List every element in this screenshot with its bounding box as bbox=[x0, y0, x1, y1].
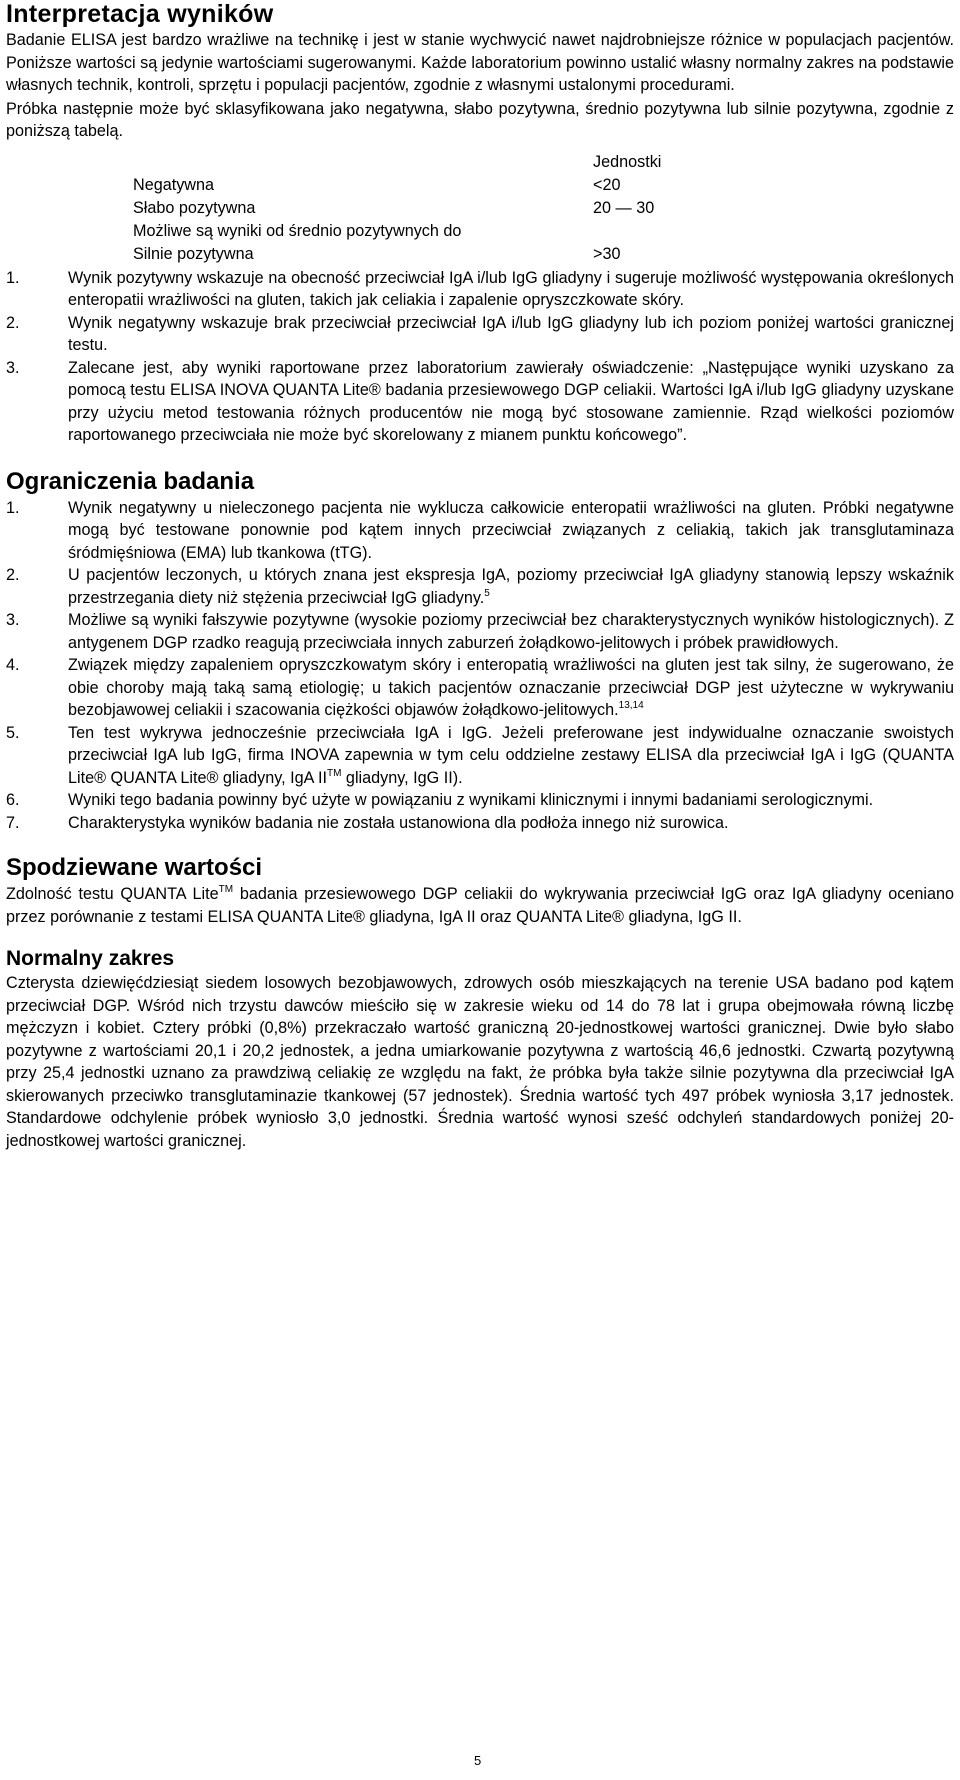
list-item-text: Wyniki tego badania powinny być użyte w powiązaniu z wynikami klinicznymi i innymi badaniami serologicznymi. bbox=[68, 791, 874, 809]
trademark-superscript: TM bbox=[218, 884, 234, 895]
list-item bbox=[6, 812, 954, 835]
list-item-text: Możliwe są wyniki fałszywie pozytywne (wysokie poziomy przeciwciał bez charakterystycznych wyników histologicznych). Z antygenem DGP rzadko reagują przeciwciała innych zaburzeń żołądkowo-jelitowych i próbek prawidłowych. bbox=[68, 611, 954, 652]
list-item-number: 4. bbox=[6, 656, 20, 674]
list-item-body bbox=[68, 564, 954, 609]
section-expected-values bbox=[6, 853, 954, 928]
list-item-body bbox=[68, 722, 954, 790]
list-item bbox=[6, 357, 954, 447]
interpretation-list bbox=[6, 267, 954, 447]
expected-text-a: Zdolność testu QUANTA Lite bbox=[6, 885, 219, 903]
list-item bbox=[6, 722, 954, 790]
list-item bbox=[6, 654, 954, 722]
list-item-number: 6. bbox=[6, 791, 20, 809]
table-row-label: Możliwe są wyniki od średnio pozytywnych do bbox=[133, 221, 462, 240]
list-item-text: Charakterystyka wyników badania nie została ustanowiona dla podłoża innego niż surowica. bbox=[68, 813, 729, 832]
list-item bbox=[6, 609, 954, 654]
expected-text-b: badania przesiewowego DGP celiakii do wykrywania przeciwciał IgG oraz IgA gliadyny oceniano przez porównanie z testami ELISA QUANTA Lite® gliadyna, IgA II oraz QUANTA Lite® gliadyna, IgG II. bbox=[6, 885, 954, 926]
section-interpretation bbox=[6, 0, 954, 447]
list-item-text: U pacjentów leczonych, u których znana jest ekspresja IgA, poziomy przeciwciał IgA gliadyny stanowią lepszy wskaźnik przestrzegania diety niż stężenia przeciwciał IgG gliadyny. bbox=[68, 566, 954, 607]
interpretation-classification: Próbka następnie może być sklasyfikowana jako negatywna, słabo pozytywna, średnio pozytywna lub silnie pozytywna, zgodnie z poniższą tabelą. bbox=[6, 99, 954, 140]
section-title-expected: Spodziewane wartości bbox=[6, 854, 263, 881]
list-item-number: 3. bbox=[6, 358, 20, 377]
list-item-text: Wynik negatywny wskazuje brak przeciwciał przeciwciał IgA i/lub IgG gliadyny lub ich poziom poniżej wartości granicznej testu. bbox=[68, 313, 954, 354]
page-content bbox=[6, 0, 954, 1152]
table-header-units: Jednostki bbox=[593, 152, 662, 171]
section-title-interpretation: Interpretacja wyników bbox=[6, 0, 274, 28]
list-item bbox=[6, 267, 954, 312]
classification-table bbox=[6, 151, 954, 267]
list-item-text: Ten test wykrywa jednocześnie przeciwciała IgA i IgG. Jeżeli preferowane jest indywidualne oznaczanie swoistych przeciwciał IgA lub IgG, firma INOVA zapewnia w tym celu oddzielne zestawy ELISA dla przeciwciał IgA i IgG (QUANTA Lite® QUANTA Lite® gliadyny, IgA II bbox=[68, 723, 954, 787]
expected-text bbox=[6, 883, 954, 928]
normal-text: Czterysta dziewięćdziesiąt siedem losowych bezobjawowych, zdrowych osób mieszkających na terenie USA badano pod kątem przeciwciał DGP. Wśród nich trzystu dawców mieściło się w zakresie wieku od 14 do 78 lat i grupa obejmowała równą liczbę mężczyzn i kobiet. Cztery próbki (0,8%) przekraczało wartość graniczną 20-jednostkowej wartości granicznej. Dwie było słabo pozytywne z wartościami 20,1 i 20,2 jednostek, a jedna umiarkowanie pozytywna z wartością 46,6 jednostki. Czwartą pozytywną przy 25,4 jednostki uznano za prawdziwą celiakię ze względu na fakt, że próbka była także silnie pozytywna dla przeciwciał IgA skierowanych przeciwko transglutaminazie tkankowej (57 jednostek). Średnia wartość tych 497 próbek wyniosła 3,17 jednostek. Standardowe odchylenie próbek wyniosło 3,0 jednostki. Średnia wartość wynosi sześć odchyleń standardowych poniżej 20-jednostkowej wartości granicznej. bbox=[6, 974, 954, 1150]
section-limitations bbox=[6, 467, 954, 835]
page-number: 5 bbox=[474, 1753, 482, 1768]
list-item bbox=[6, 497, 954, 565]
table-row-label: Silnie pozytywna bbox=[133, 244, 254, 263]
list-item-text: Zalecane jest, aby wyniki raportowane przez laboratorium zawierały oświadczenie: „Następujące wyniki uzyskano za pomocą testu ELISA INOVA QUANTA Lite® badania przesiewowego DGP celiakii. Wartości IgA i/lub IgG gliadyny uzyskane przy użyciu metod testowania różnych producentów nie mogą być stosowane zamiennie. Rząd wielkości poziomów raportowanego przeciwciała nie może być skorelowany z mianem punktu końcowego”. bbox=[68, 358, 954, 444]
list-item-text: Wynik negatywny u nieleczonego pacjenta nie wyklucza całkowicie enteropatii wrażliwości na gluten. Próbki negatywne mogą być testowane ponownie pod kątem innych przeciwciał związanych z celiakią, takich jak transglutaminaza śródmięśniowa (EMA) lub tkankowa (tTG). bbox=[68, 498, 954, 562]
section-title-limitations: Ograniczenia badania bbox=[6, 467, 255, 495]
list-item-number: 3. bbox=[6, 611, 20, 629]
citation-superscript: 5 bbox=[484, 587, 490, 599]
list-item-number: 1. bbox=[6, 268, 20, 287]
table-row-value: 20 — 30 bbox=[593, 198, 655, 217]
table-row-label: Negatywna bbox=[133, 175, 214, 194]
list-item-body bbox=[68, 654, 954, 722]
citation-superscript: 13,14 bbox=[618, 700, 644, 711]
list-item bbox=[6, 789, 954, 812]
table-row-label: Słabo pozytywna bbox=[133, 198, 256, 217]
list-item-number: 1. bbox=[6, 498, 20, 517]
list-item-text: gliadyny, IgG II). bbox=[341, 768, 463, 787]
interpretation-intro: Badanie ELISA jest bardzo wrażliwe na technikę i jest w stanie wychwycić nawet najdrobniejsze różnice w populacjach pacjentów. Poniższe wartości są jedynie wartościami sugerowanymi. Każde laboratorium powinno ustalić własny normalny zakres na podstawie własnych technik, kontroli, sprzętu i populacji pacjentów, zgodnie z własnymi ustalonymi procedurami. bbox=[6, 31, 954, 94]
table-row-value: <20 bbox=[593, 175, 621, 194]
list-item-number: 7. bbox=[6, 813, 20, 832]
section-normal-range bbox=[6, 946, 954, 1152]
section-title-normal: Normalny zakres bbox=[6, 947, 175, 970]
list-item-text: Związek między zapaleniem opryszczkowatym skóry i enteropatią wrażliwości na gluten jest tak silny, że sugerowano, że obie choroby mają taką samą etiologię; u takich pacjentów oznaczanie przeciwciał DGP jest użyteczne w wykrywaniu bezobjawowej celiakii i szacowania ciężkości objawów żołądkowo-jelitowych. bbox=[68, 656, 954, 719]
table-row-value: >30 bbox=[593, 244, 621, 263]
list-item-number: 2. bbox=[6, 566, 20, 584]
trademark-superscript: TM bbox=[326, 767, 342, 779]
list-item-number: 2. bbox=[6, 313, 20, 332]
list-item bbox=[6, 564, 954, 609]
list-item bbox=[6, 312, 954, 357]
list-item-number: 5. bbox=[6, 723, 20, 742]
limitations-list bbox=[6, 497, 954, 835]
list-item-text: Wynik pozytywny wskazuje na obecność przeciwciał IgA i/lub IgG gliadyny i sugeruje możliwość występowania określonych enteropatii wrażliwości na gluten, takich jak celiakia i zapalenie opryszczkowate skóry. bbox=[68, 268, 954, 309]
